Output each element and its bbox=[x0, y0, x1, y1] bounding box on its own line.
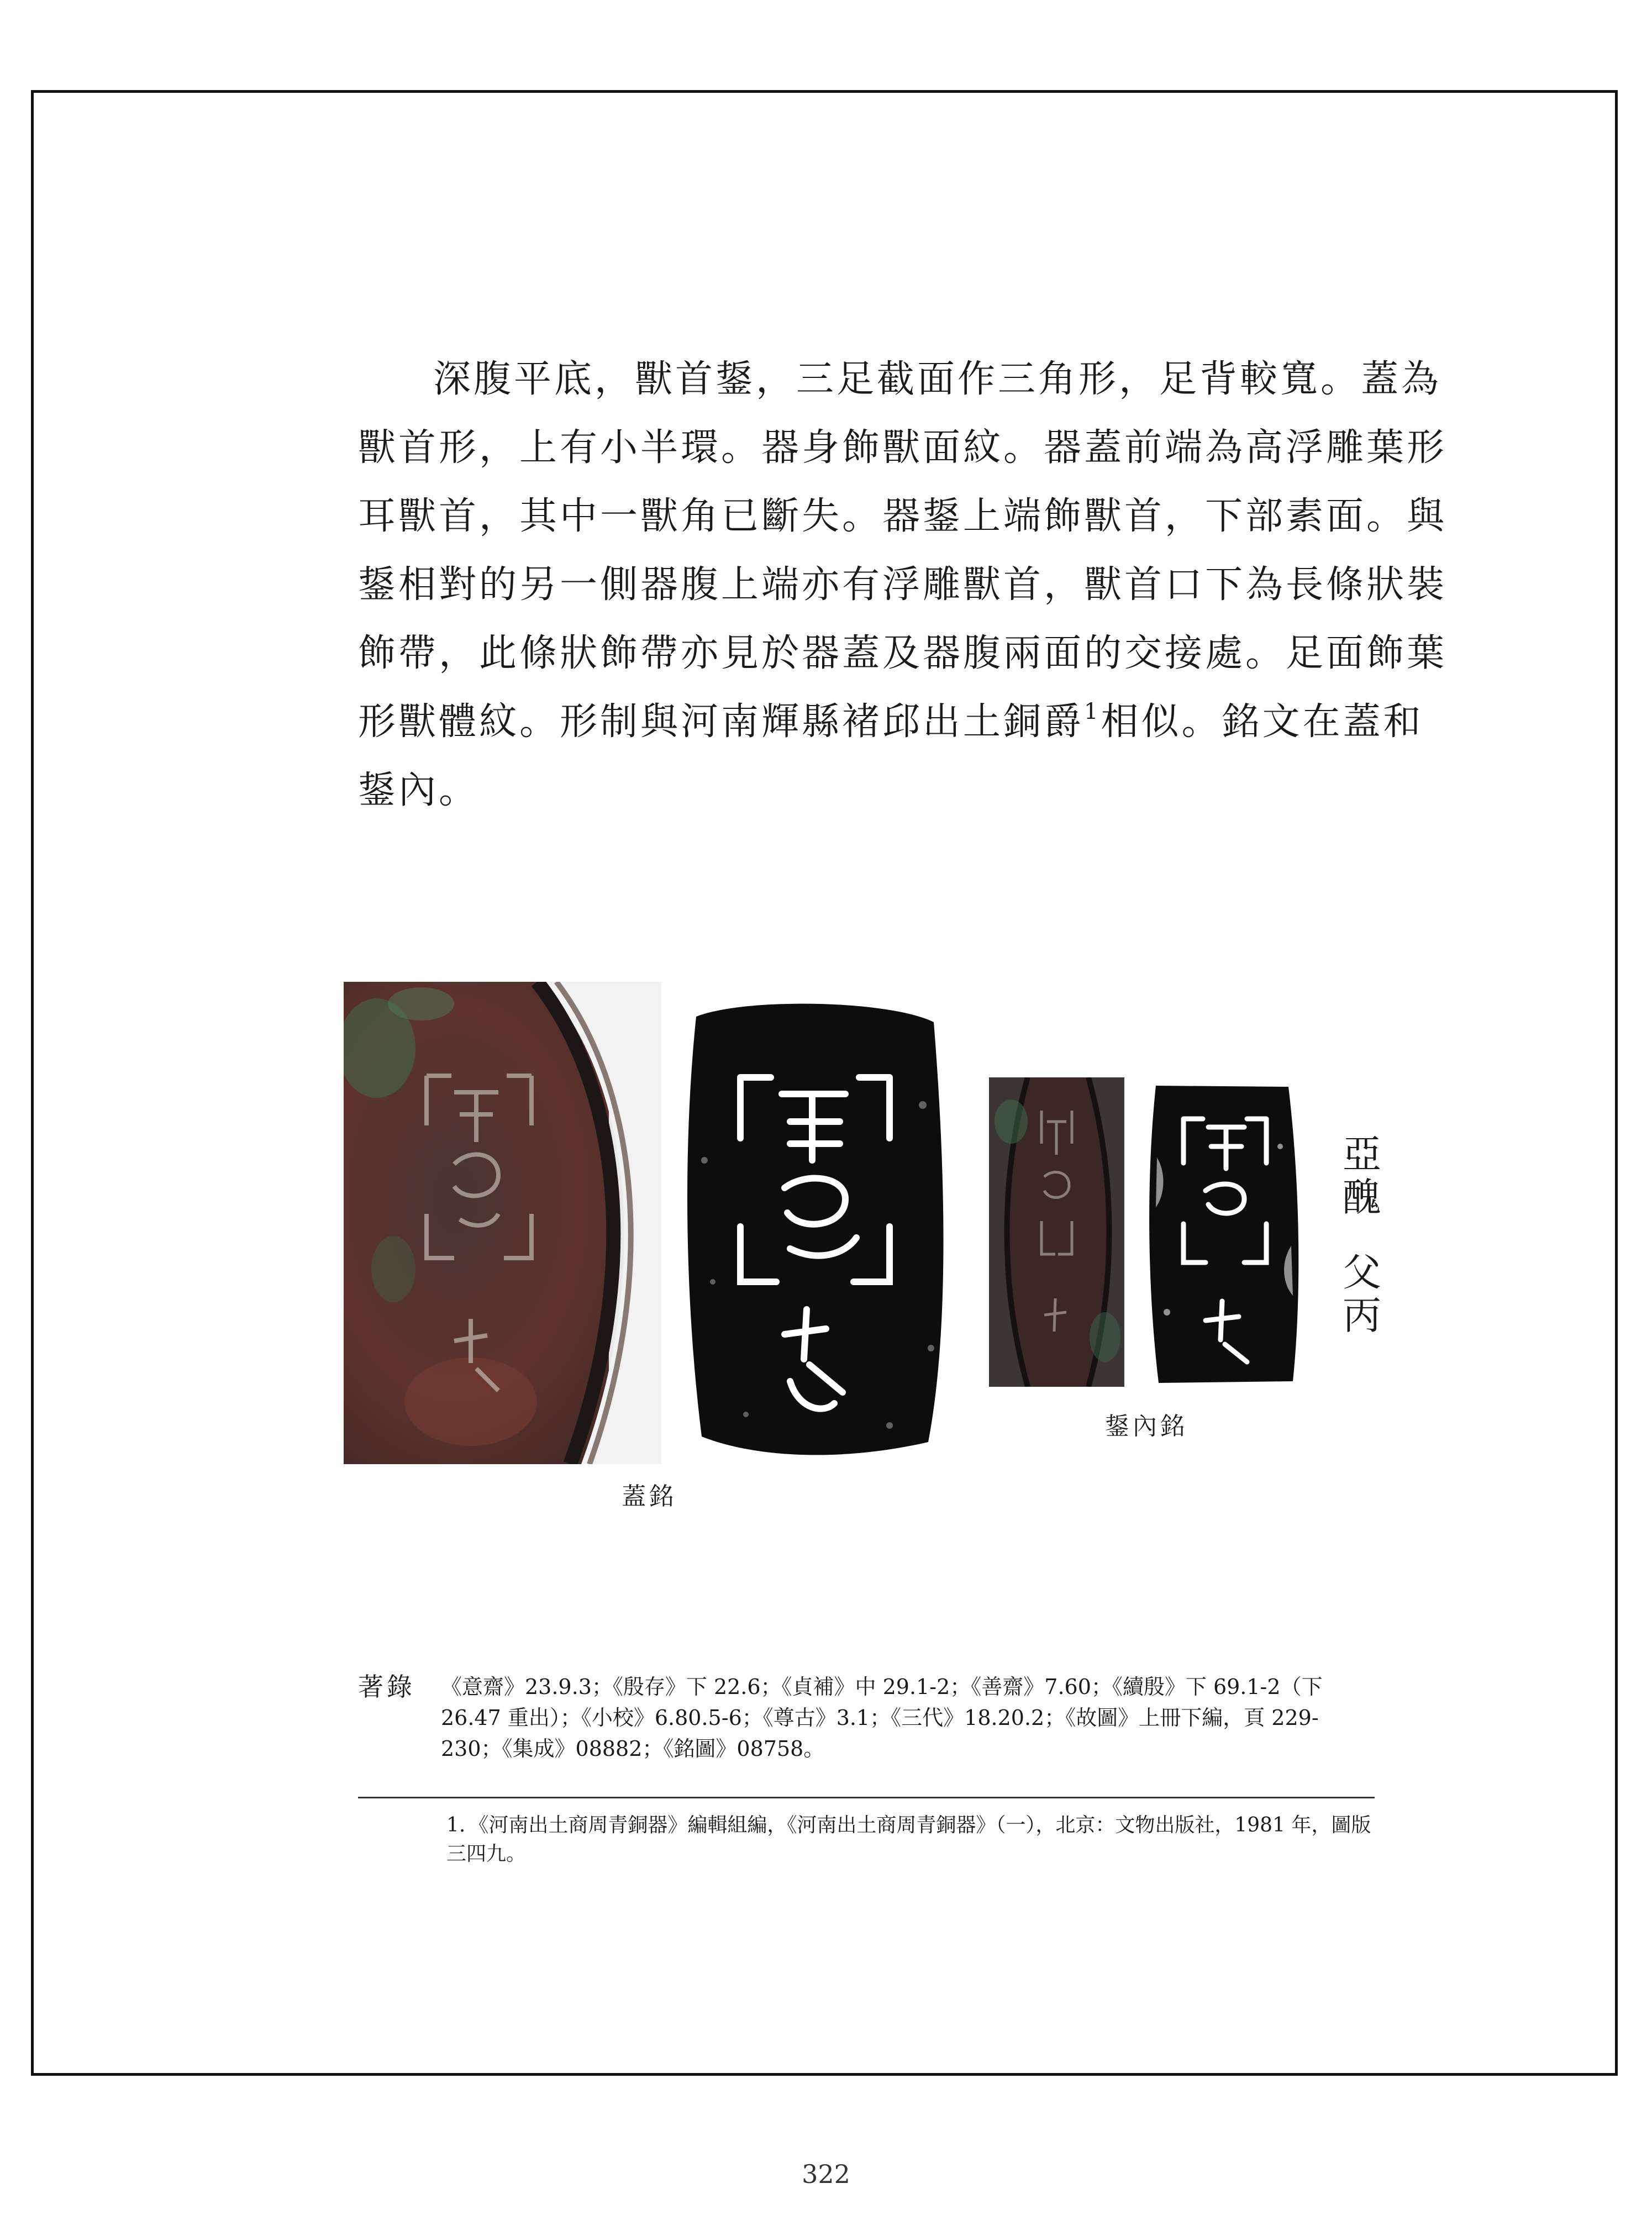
text-line bbox=[358, 688, 1424, 756]
description-paragraph bbox=[358, 345, 1448, 825]
text-line-part: 相似。銘文在蓋和 bbox=[1101, 700, 1424, 744]
inscription-gap bbox=[1337, 1219, 1387, 1251]
inscription-char: 父 bbox=[1343, 1250, 1381, 1295]
inscription-char: 亞 bbox=[1343, 1132, 1381, 1177]
inscription-transcription bbox=[1337, 1133, 1387, 1337]
inscription-char: 丙 bbox=[1343, 1293, 1381, 1338]
handle-inscription-photo bbox=[989, 1077, 1124, 1387]
footnote-text: 《河南出土商周青銅器》編輯組編，《河南出土商周青銅器》（一），北京：文物出版社，1981 年，圖版三四九。 bbox=[446, 1814, 1371, 1865]
references-text: 《意齋》23.9.3；《殷存》下 22.6；《貞補》中 29.1-2；《善齋》7.60；《續殷》下 69.1-2（下 26.47 重出）；《小校》6.80.5-6；《尊古》3.1；《三代》18.20.2；《故圖》上冊下編，頁 229-230；《集成》08882；《銘圖》08758。 bbox=[441, 1675, 1323, 1761]
references-label: 著錄 bbox=[358, 1672, 415, 1702]
footnote-number: 1. bbox=[446, 1814, 466, 1837]
lid-inscription-photo bbox=[344, 982, 661, 1464]
lid-inscription-rubbing bbox=[680, 995, 950, 1460]
handle-inscription-rubbing bbox=[1145, 1080, 1302, 1387]
text-line: 鋬相對的另一側器腹上端亦有浮雕獸首，獸首口下為長條狀裝 bbox=[358, 563, 1448, 607]
lid-caption: 蓋銘 bbox=[622, 1482, 677, 1511]
inscription-char: 醜 bbox=[1343, 1175, 1381, 1220]
text-line: 獸首形，上有小半環。器身飾獸面紋。器蓋前端為高浮雕葉形 bbox=[358, 426, 1448, 470]
page-number: 322 bbox=[802, 2159, 850, 2189]
text-line: 飾帶，此條狀飾帶亦見於器蓋及器腹兩面的交接處。足面飾葉 bbox=[358, 632, 1448, 675]
footnote bbox=[446, 1811, 1375, 1869]
text-line: 耳獸首，其中一獸角已斷失。器鋬上端飾獸首，下部素面。與 bbox=[358, 494, 1448, 538]
footnote-divider bbox=[358, 1797, 1375, 1798]
text-line: 鋬內。 bbox=[358, 769, 480, 812]
text-line: 深腹平底，獸首鋬，三足截面作三角形，足背較寬。蓋為 bbox=[433, 357, 1442, 401]
handle-caption: 鋬內銘 bbox=[1105, 1412, 1188, 1440]
footnote-marker[interactable]: 1 bbox=[1084, 699, 1101, 724]
references-section bbox=[358, 1671, 1375, 1764]
text-line-part: 形獸體紋。形制與河南輝縣褚邱出土銅爵 bbox=[358, 700, 1085, 744]
